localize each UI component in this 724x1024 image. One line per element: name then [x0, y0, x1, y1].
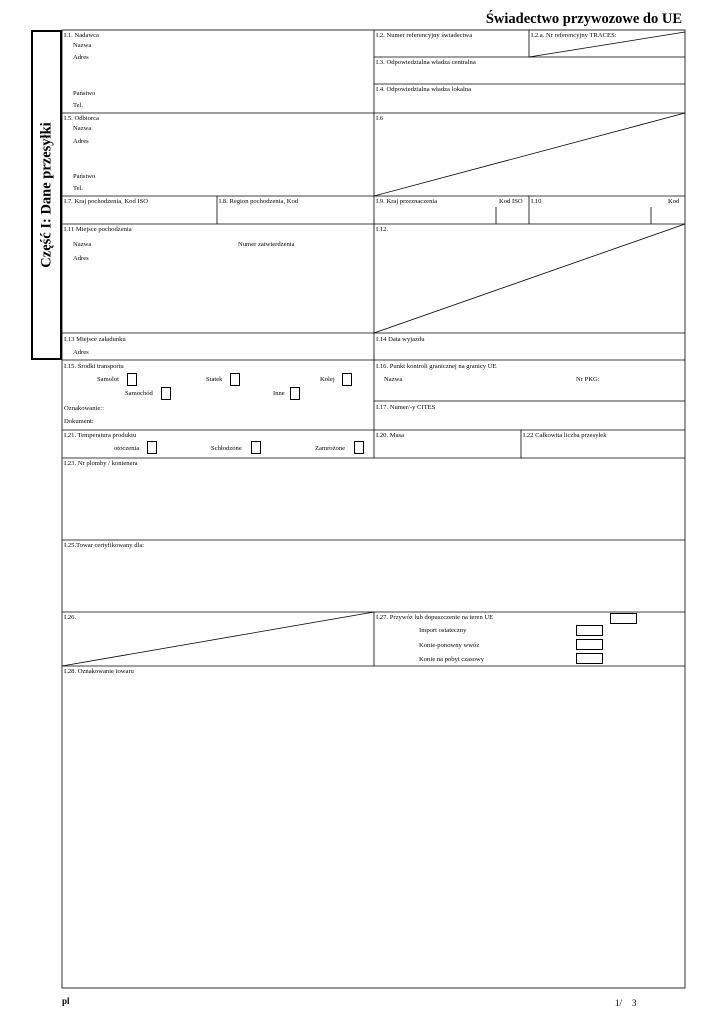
field-i4-label: I.4. Odpowiedzialna władza lokalna — [376, 86, 472, 93]
field-i15-label: I.15. Środki transportu — [64, 363, 124, 370]
field-i5-country: Państwo — [73, 173, 96, 180]
field-i25-label: I.25.Towar certyfikowany dla: — [64, 542, 145, 549]
field-i2a-label: I.2.a. Nr referencyjny TRACES: — [531, 32, 617, 39]
field-i15-marking: Oznakowanie:: — [64, 405, 104, 412]
field-i13-label: I.13 Miejsce załadunku — [64, 336, 126, 343]
transport-other-checkbox[interactable] — [290, 387, 300, 400]
field-i15-document: Dokument: — [64, 418, 94, 425]
field-i1-country: Państwo — [73, 90, 96, 97]
import-final-label: Import ostateczny — [419, 627, 467, 634]
field-i17-label: I.17. Numer/-y CITES — [376, 404, 436, 411]
import-temporary-label: Konie na pobyt czasowy — [419, 656, 485, 663]
field-i1-address: Adres — [73, 54, 89, 61]
field-i8-label: I.8. Region pochodzenia, Kod — [219, 198, 299, 205]
footer-page-total: 3 — [632, 998, 637, 1008]
page-title: Świadectwo przywozowe do UE — [485, 11, 682, 27]
import-reentry-label: Konie-ponowny wwóz — [419, 642, 480, 649]
import-main-checkbox[interactable] — [610, 613, 637, 624]
field-i13-address: Adres — [73, 349, 89, 356]
i12-diagonal — [374, 224, 685, 333]
field-i10-label: I.10 — [531, 198, 542, 205]
transport-rail-label: Kolej — [320, 376, 335, 383]
part-label: Część I: Dane przesyłki — [38, 122, 54, 268]
field-i20-label: I.20. Masa — [376, 432, 405, 439]
field-i1-label: I.1. Nadawca — [64, 32, 99, 39]
field-i1-name: Nazwa — [73, 42, 92, 49]
field-i14-label: I.14 Data wyjazdu — [376, 336, 425, 343]
footer-page-number: 1/ — [615, 998, 623, 1008]
field-i1-tel: Tel. — [73, 102, 83, 109]
transport-ship-label: Statek — [206, 376, 223, 383]
field-i16-pkg: Nr PKG: — [576, 376, 600, 383]
field-i28-label: I.28. Oznakowanie towaru — [64, 668, 134, 675]
temp-ambient-checkbox[interactable] — [147, 441, 157, 454]
field-i10-code: Kod — [668, 198, 680, 205]
field-i9-code: Kod ISO — [499, 198, 523, 205]
field-i27-label: I.27. Przywóz lub dopuszczenie na teren UE — [376, 614, 494, 621]
field-i16-name: Nazwa — [384, 376, 403, 383]
field-i5-name: Nazwa — [73, 125, 92, 132]
field-i26-label: I.26. — [64, 614, 77, 621]
field-i11-address: Adres — [73, 255, 89, 262]
field-i11-name: Nazwa — [73, 241, 92, 248]
field-i22-label: I.22 Całkowita liczba przesyłek — [523, 432, 607, 439]
transport-plane-checkbox[interactable] — [127, 373, 137, 386]
field-i3-label: I.3. Odpowiedzialna władza centralna — [376, 59, 476, 66]
import-final-checkbox[interactable] — [576, 625, 603, 636]
i6-diagonal — [374, 113, 685, 196]
temp-chilled-label: Schłodzone — [211, 445, 242, 452]
footer-language: pl — [62, 996, 70, 1006]
field-i5-address: Adres — [73, 138, 89, 145]
field-i21-label: I.21. Temperatura produktu — [64, 432, 137, 439]
transport-ship-checkbox[interactable] — [230, 373, 240, 386]
field-i23-label: I.23. Nr plomby / kontenera — [64, 460, 138, 467]
field-i9-label: I.9. Kraj przeznaczenia — [376, 198, 438, 205]
field-i12-label: I.12. — [376, 226, 389, 233]
field-i6-label: I.6 — [376, 115, 384, 122]
temp-frozen-label: Zamrożone — [315, 445, 346, 452]
temp-chilled-checkbox[interactable] — [251, 441, 261, 454]
import-reentry-checkbox[interactable] — [576, 639, 603, 650]
i26-diagonal — [62, 612, 374, 666]
transport-rail-checkbox[interactable] — [342, 373, 352, 386]
temp-ambient-label: otoczenia — [114, 445, 140, 452]
transport-other-label: Inne — [273, 390, 285, 397]
transport-plane-label: Samolot — [97, 376, 119, 383]
field-i7-label: I.7. Kraj pochodzenia, Kod ISO — [64, 198, 149, 205]
transport-car-label: Samochód — [125, 390, 153, 397]
temp-frozen-checkbox[interactable] — [354, 441, 364, 454]
form-border — [62, 30, 685, 988]
field-i5-label: I.5. Odbiorca — [64, 115, 99, 122]
field-i11-label: I.11 Miejsce pochodzenia — [64, 226, 132, 233]
transport-car-checkbox[interactable] — [161, 387, 171, 400]
field-i5-tel: Tel. — [73, 185, 83, 192]
field-i16-label: I.16. Punkt kontroli granicznej na granicy UE — [376, 363, 497, 370]
import-temporary-checkbox[interactable] — [576, 653, 603, 664]
field-i2-label: I.2. Numer referencyjny świadectwa — [376, 32, 473, 39]
field-i11-approval: Numer zatwierdzenia — [238, 241, 295, 248]
